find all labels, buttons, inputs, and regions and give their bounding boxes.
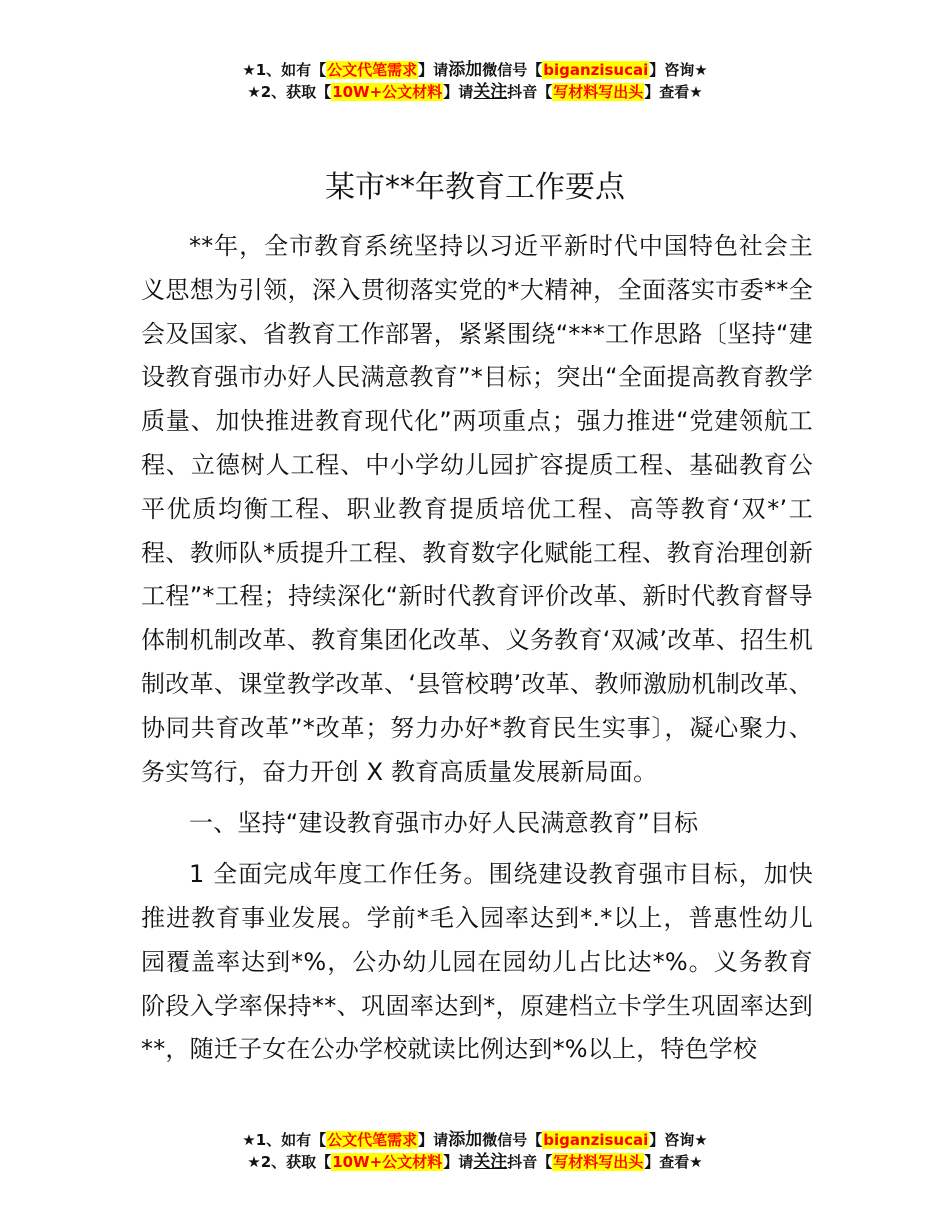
document-title: 某市**年教育工作要点 — [325, 170, 625, 205]
highlight-ghostwriting: 公文代笔需求 — [327, 61, 418, 79]
highlight-wechat-id: biganzisucai — [543, 61, 649, 79]
banner-text: 】请 — [418, 1131, 449, 1149]
highlight-materials: 10W+公文材料 — [332, 83, 443, 101]
banner-text: ★1、如有【 — [242, 61, 327, 79]
banner-line-2 — [0, 81, 950, 103]
banner-line-1 — [0, 59, 950, 81]
body-paragraph-intro: **年，全市教育系统坚持以习近平新时代中国特色社会主义思想为引领，深入贯彻落实党的*大精神，全面落实市委**全会及国家、省教育工作部署，紧紧围绕“***工作思路〔坚持“建设教育强市办好人民满意教育”*目标；突出“全面提高教育教学质量、加快推进教育现代化”两项重点；强力推进“党建领航工程、立德树人工程、中小学幼儿园扩容提质工程、基础教育公平优质均衡工程、职业教育提质培优工程、高等教育‘双*’工程、教师队*质提升工程、教育数字化赋能工程、教育治理创新工程”*工程；持续深化“新时代教育评价改革、新时代教育督导体制机制改革、教育集团化改革、义务教育‘双减’改革、招生机制改革、课堂教学改革、‘县管校聘’改革、教师激励机制改革、协同共育改革”*改革；努力办好*教育民生实事〕，凝心聚力、务实笃行，奋力开创 X 教育高质量发展新局面。 — [141, 232, 813, 786]
document-body — [141, 225, 813, 1072]
banner-text: 】请 — [443, 1153, 474, 1171]
banner-emphasis: 关注 — [473, 1152, 508, 1172]
banner-emphasis: 关注 — [473, 82, 508, 102]
banner-text: 】咨询★ — [649, 61, 708, 79]
highlight-douyin: 写材料写出头 — [553, 1153, 644, 1171]
banner-emphasis: 添加 — [448, 1130, 483, 1150]
banner-text: 抖音【 — [507, 1153, 553, 1171]
banner-text: ★2、获取【 — [247, 83, 332, 101]
banner-text: 抖音【 — [507, 83, 553, 101]
banner-text: 微信号【 — [482, 1131, 543, 1149]
highlight-douyin: 写材料写出头 — [553, 83, 644, 101]
banner-text: ★2、获取【 — [247, 1153, 332, 1171]
banner-text: 】查看★ — [644, 83, 703, 101]
banner-text: 】请 — [418, 61, 449, 79]
banner-line-2 — [0, 1151, 950, 1173]
banner-text: ★1、如有【 — [242, 1131, 327, 1149]
highlight-ghostwriting: 公文代笔需求 — [327, 1131, 418, 1149]
banner-text: 】请 — [443, 83, 474, 101]
banner-line-1 — [0, 1129, 950, 1151]
top-banner — [0, 59, 950, 103]
highlight-materials: 10W+公文材料 — [332, 1153, 443, 1171]
banner-text: 微信号【 — [482, 61, 543, 79]
highlight-wechat-id: biganzisucai — [543, 1131, 649, 1149]
banner-emphasis: 添加 — [448, 60, 483, 80]
bottom-banner — [0, 1129, 950, 1173]
body-paragraph-1: 1 全面完成年度工作任务。围绕建设教育强市目标，加快推进教育事业发展。学前*毛入园率达到*.*以上，普惠性幼儿园覆盖率达到*%，公办幼儿园在园幼儿占比达*%。义务教育阶段入学率保持**、巩固率达到*，原建档立卡学生巩固率达到**，随迁子女在公办学校就读比例达到*%以上，特色学校 — [141, 860, 813, 1064]
banner-text: 】查看★ — [644, 1153, 703, 1171]
banner-text: 】咨询★ — [649, 1131, 708, 1149]
section-heading-1: 一、坚持“建设教育强市办好人民满意教育”目标 — [189, 809, 699, 838]
